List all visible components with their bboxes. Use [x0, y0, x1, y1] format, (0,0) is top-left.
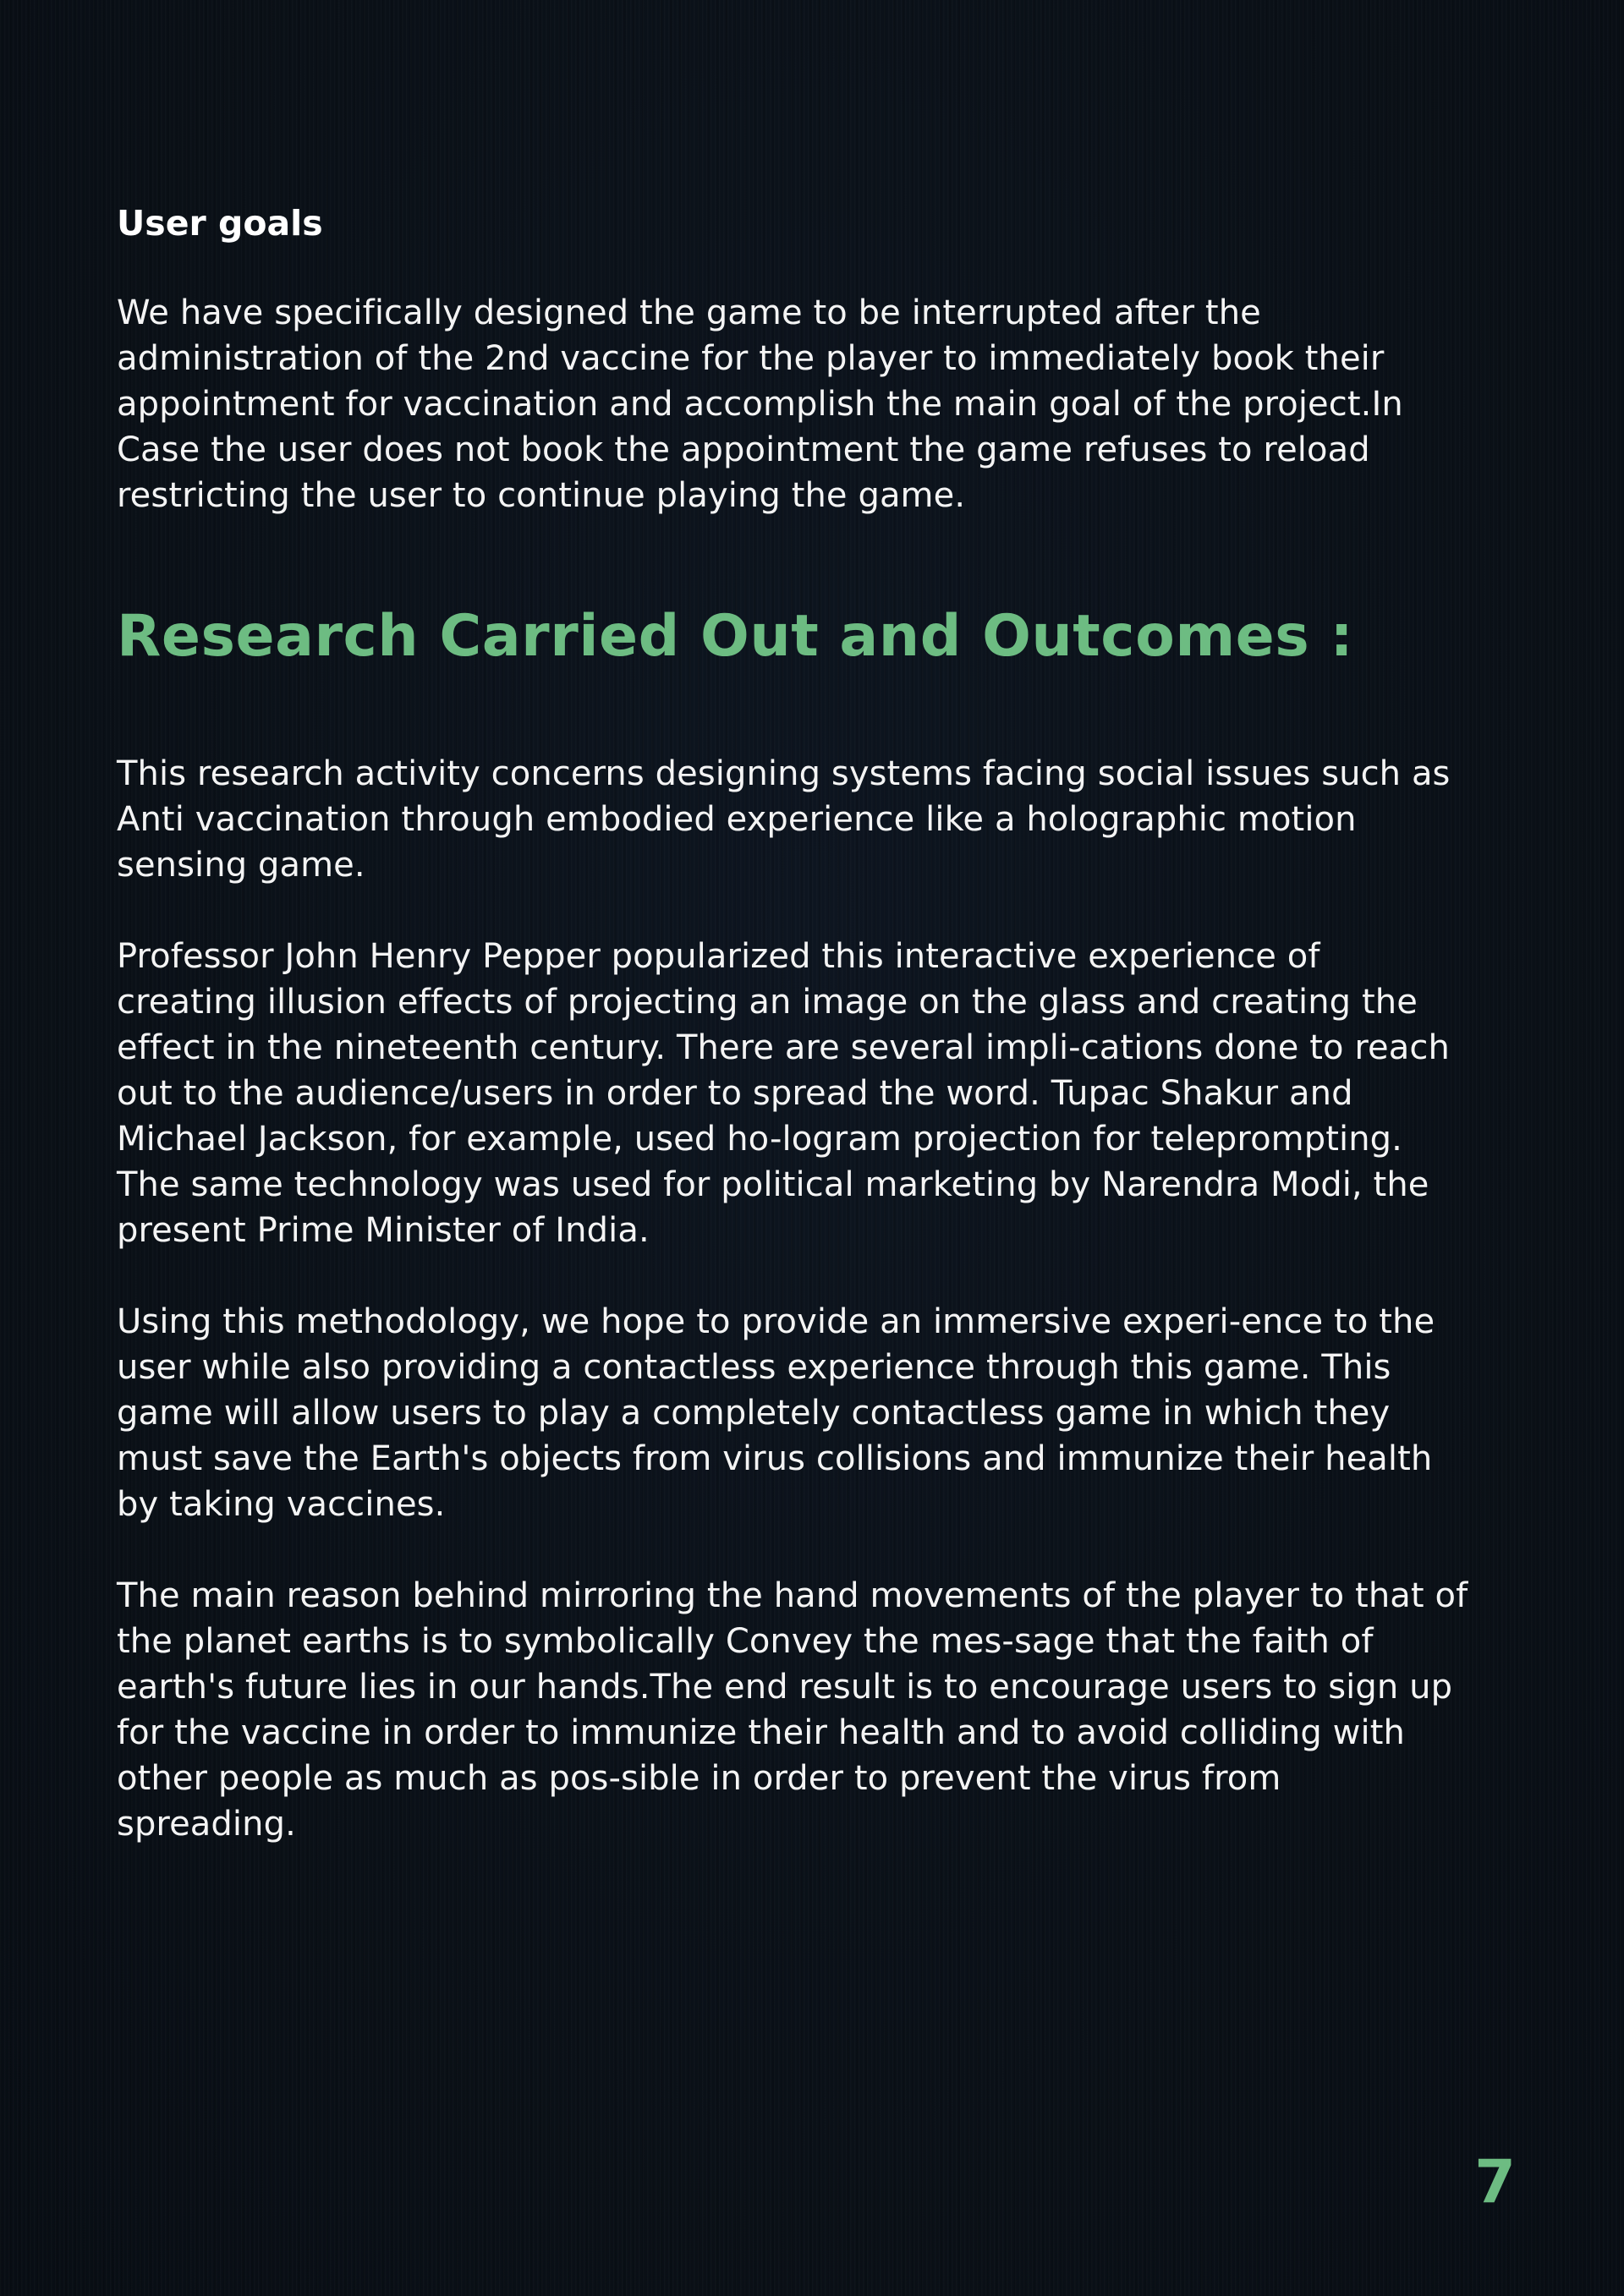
research-paragraph-3: Using this methodology, we hope to provide an immersive experi-ence to the user while also providing a contactless experience through this game. This game will allow users to play a completely contactless game in which they must save the Earth's objects from virus collisions and immunize their health by taking vaccines. — [117, 1302, 1435, 1524]
page-content — [117, 200, 1470, 1847]
research-paragraph-4: The main reason behind mirroring the hand movements of the player to that of the planet earths is to symbolically Convey the mes-sage that the faith of earth's future lies in our hands.The end result is to encourage users to sign up for the vaccine in order to immunize their health and to avoid colliding with other people as much as pos-sible in order to prevent the virus from spreading. — [117, 1576, 1468, 1844]
spacer — [117, 518, 1470, 603]
research-paragraph-1: This research activity concerns designing systems facing social issues such as Anti vaccination through embodied experience like a holographic motion sensing game. — [117, 754, 1451, 885]
spacer — [117, 888, 1470, 934]
user-goals-paragraph: We have specifically designed the game to be interrupted after the administration of the 2nd vaccine for the player to immediately book their appointment for vaccination and accomplish the main goal of the project.In Case the user does not book the appointment the game refuses to reload restricting the user to continue playing the game. — [117, 293, 1403, 515]
research-heading: Research Carried Out and Outcomes : — [117, 603, 1354, 670]
page-number: 7 — [1474, 2147, 1516, 2217]
spacer — [117, 1253, 1470, 1299]
research-paragraph-2: Professor John Henry Pepper popularized this interactive experience of creating illusion effects of projecting an image on the glass and creating the effect in the nineteenth century. There are several impli-cations done to reach out to the audience/users in order to spread the word. Tupac Shakur and Michael Jackson, for example, used ho-logram projection for teleprompting. The same technology was used for political marketing by Narendra Modi, the present Prime Minister of India. — [117, 937, 1450, 1250]
spacer — [117, 1527, 1470, 1573]
user-goals-heading: User goals — [117, 203, 323, 244]
